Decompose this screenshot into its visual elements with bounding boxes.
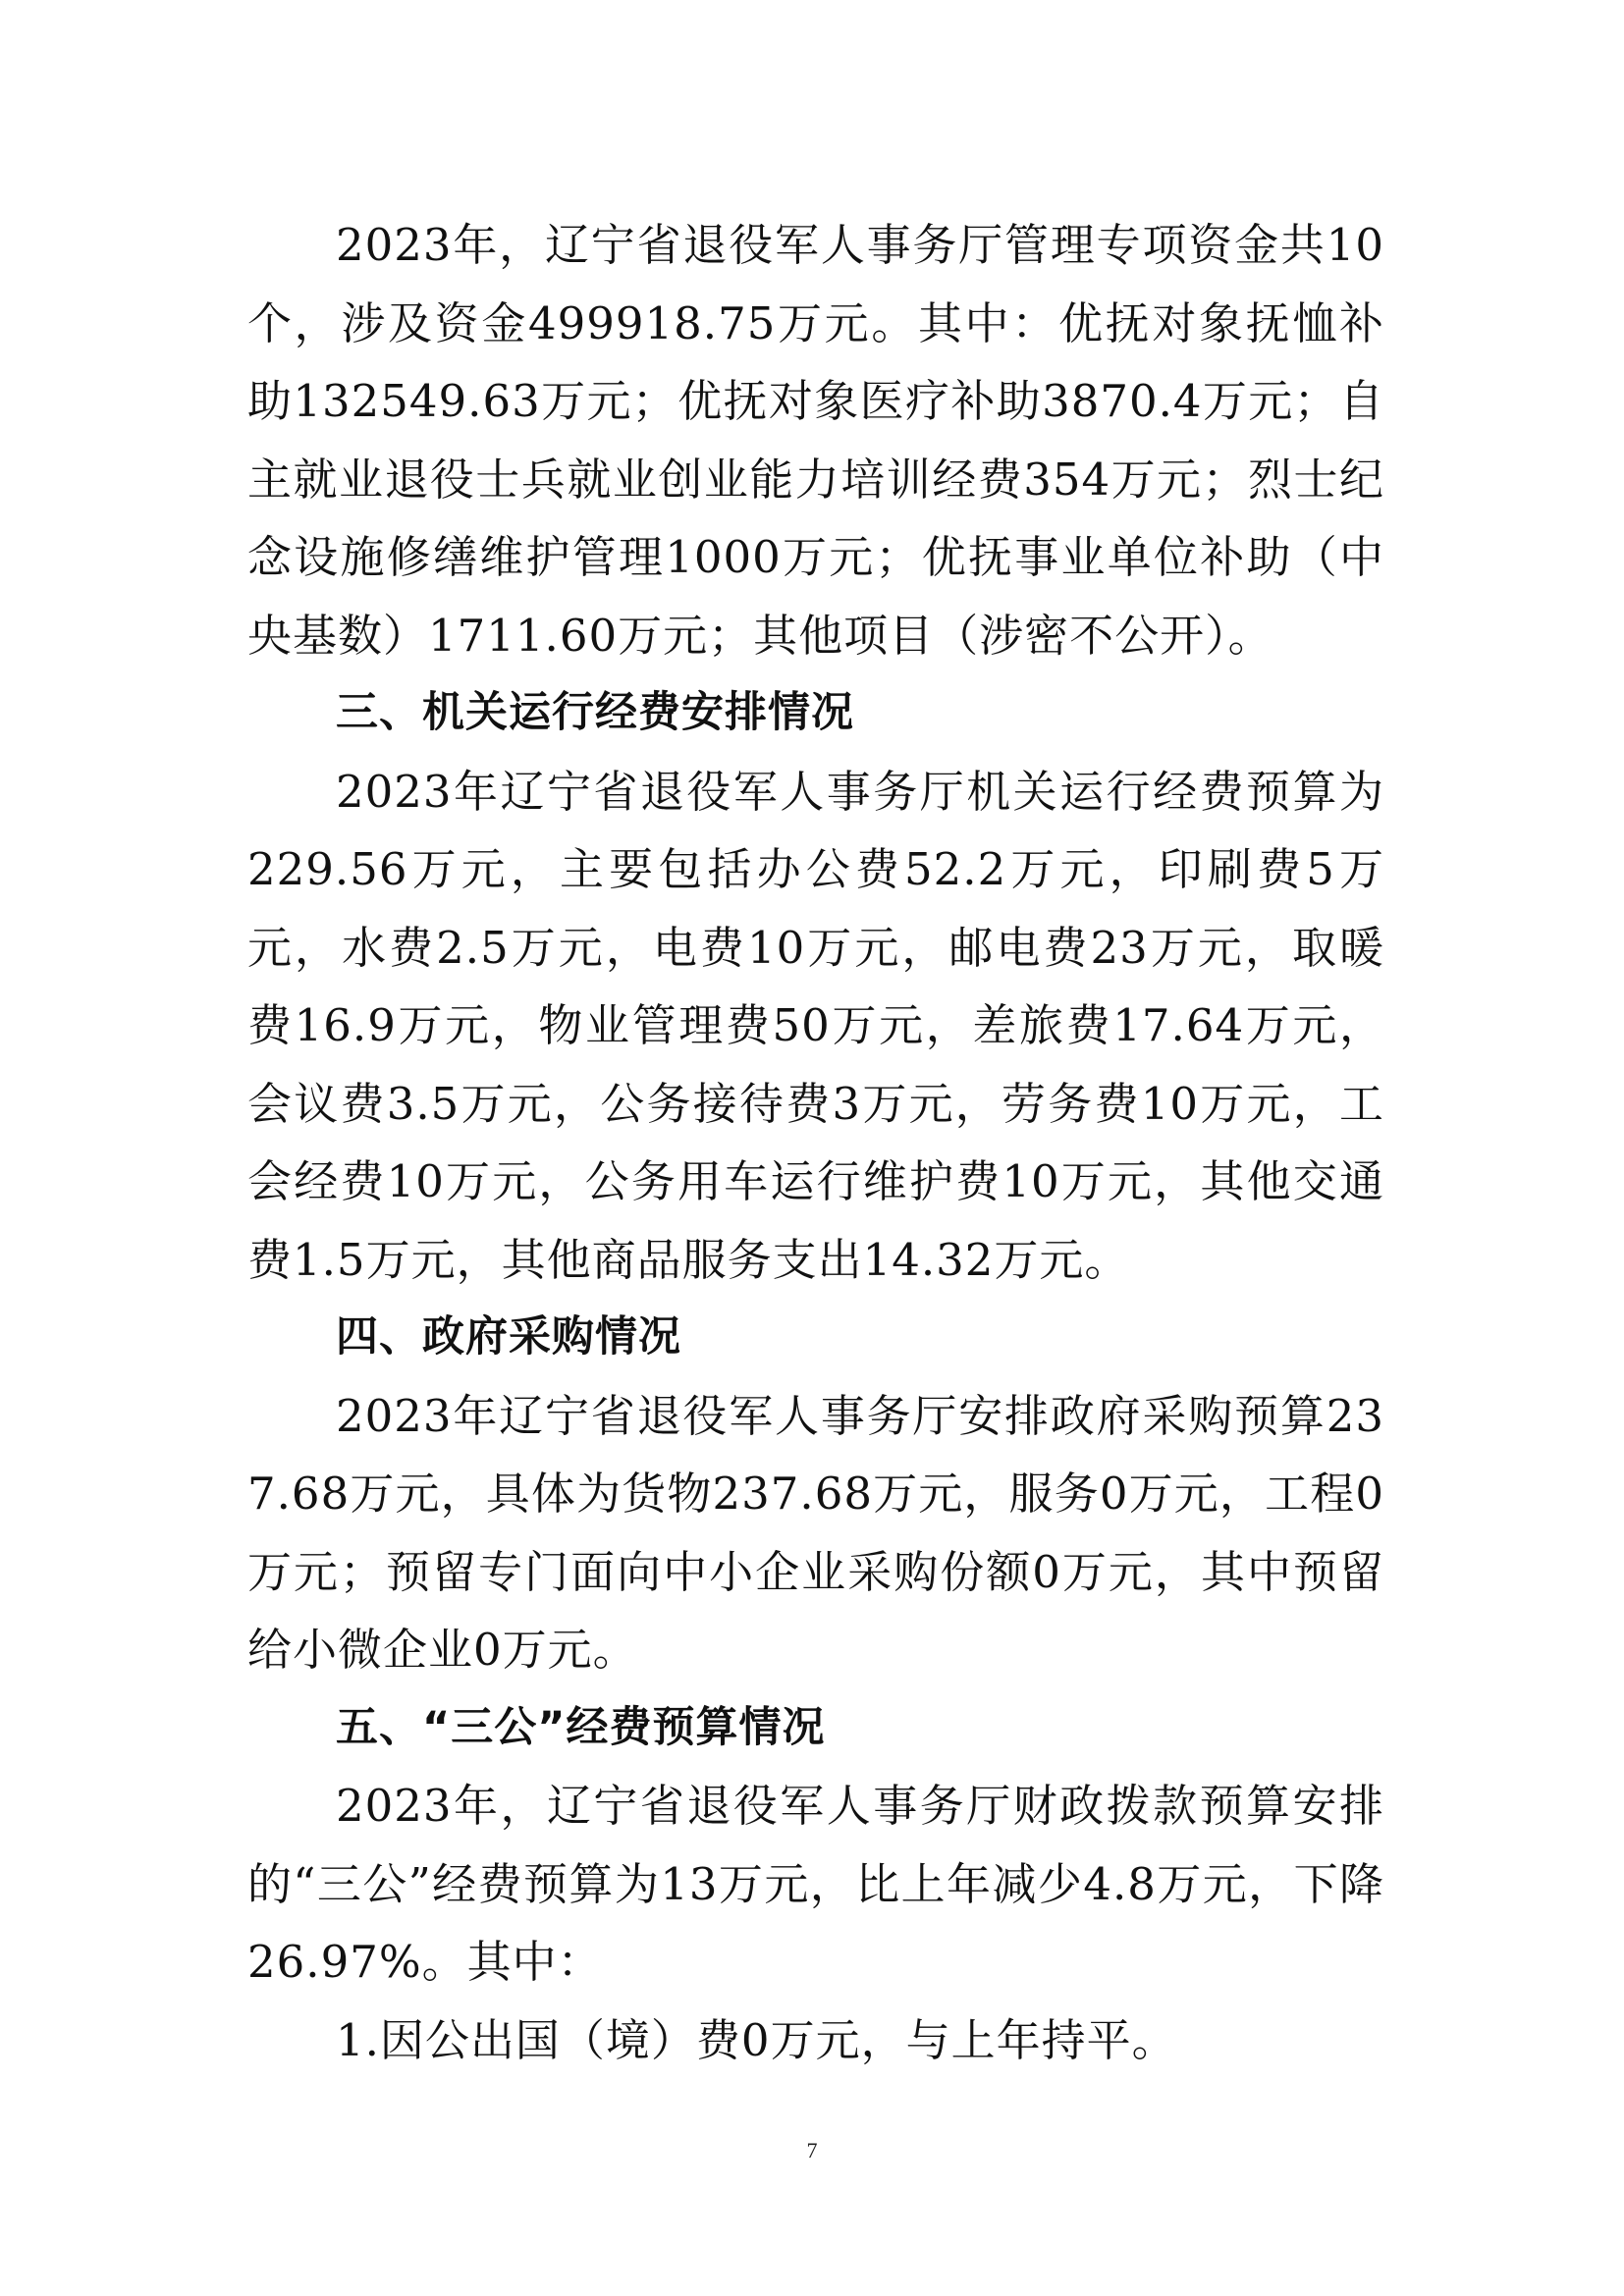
paragraph-overseas-travel: 1.因公出国（境）费0万元，与上年持平。 <box>336 2013 1177 2066</box>
paragraph-government-procurement: 2023年辽宁省退役军人事务厅安排政府采购预算237.68万元，具体为货物237.68万元，服务0万元，工程0万元；预留专门面向中小企业采购份额0万元，其中预留给小微企业0万元。 <box>247 1389 1384 1676</box>
paragraph-operating-expenses: 2023年辽宁省退役军人事务厅机关运行经费预算为229.56万元，主要包括办公费52.2万元，印刷费5万元，水费2.5万元，电费10万元，邮电费23万元，取暖费16.9万元，物业管理费50万元，差旅费17.64万元，会议费3.5万元，公务接待费3万元，劳务费10万元，工会经费10万元，公务用车运行维护费10万元，其他交通费1.5万元，其他商品服务支出14.32万元。 <box>247 765 1384 1286</box>
document-body <box>247 206 1384 2079</box>
heading-government-procurement: 四、政府采购情况 <box>336 1312 681 1362</box>
paragraph-special-funds: 2023年，辽宁省退役军人事务厅管理专项资金共10个，涉及资金499918.75万元。其中：优抚对象抚恤补助132549.63万元；优抚对象医疗补助3870.4万元；自主就业退役士兵就业创业能力培训经费354万元；烈士纪念设施修缮维护管理1000万元；优抚事业单位补助（中央基数）1711.60万元；其他项目（涉密不公开）。 <box>247 219 1384 662</box>
paragraph-three-public-expenses: 2023年，辽宁省退役军人事务厅财政拨款预算安排的“三公”经费预算为13万元，比上年减少4.8万元，下降26.97%。其中： <box>247 1780 1384 1988</box>
heading-three-public-expenses: 五、“三公”经费预算情况 <box>336 1702 826 1752</box>
heading-operating-expenses: 三、机关运行经费安排情况 <box>336 688 854 737</box>
page-number: 7 <box>806 2138 818 2163</box>
